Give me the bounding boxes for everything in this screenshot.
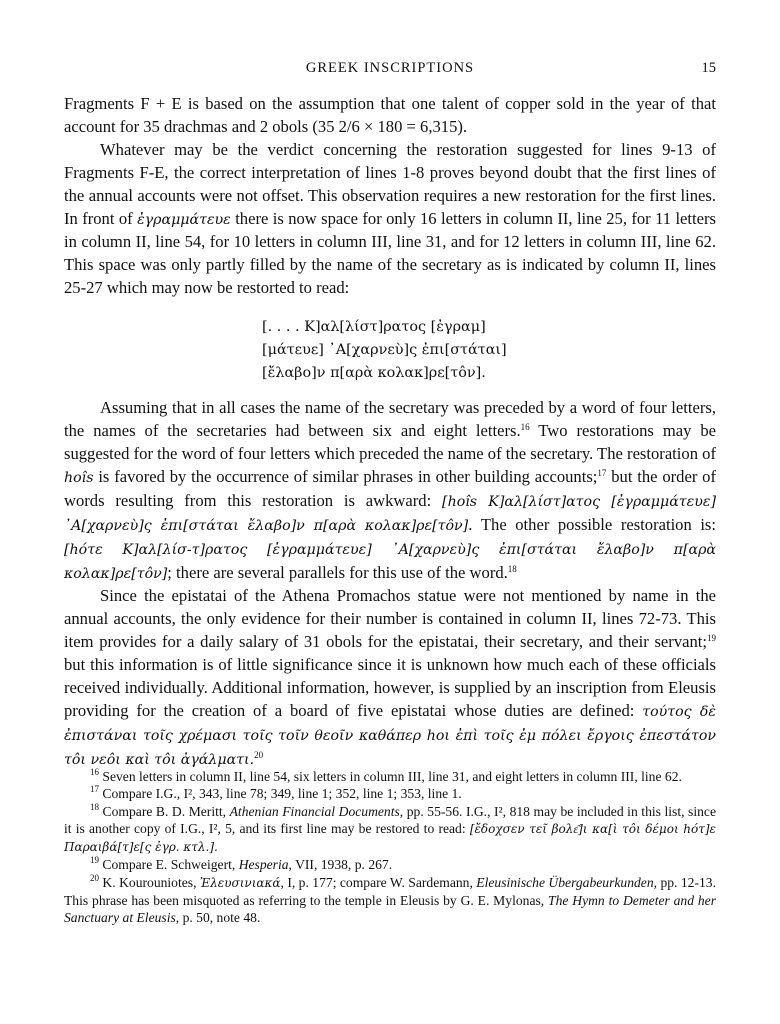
book-title: The Hymn to Demeter and her Sanctuary at Eleusis bbox=[64, 893, 717, 926]
paragraph-2 bbox=[64, 139, 716, 300]
greek-title: Ἐλευσινιακά bbox=[199, 875, 281, 890]
running-head bbox=[64, 60, 716, 80]
paragraph-2-text-b: there is now space for only 16 letters in column II, line 25, for 11 letters in column II, line 54, for 10 letters in column III, line 31, and for 12 letters in column III, line 62. This space was only partly filled by the name of the secretary as is indicated by column II, lines 25-27 which may now be restorted to read: bbox=[64, 208, 716, 298]
paragraph-3-text-d: but the order of words resulting from this restoration is awkward: bbox=[64, 466, 717, 510]
paragraph-4-text-a: Since the epistatai of the Athena Promachos statue were not mentioned by name in the annual accounts, the only evidence for their number is contained in column II, lines 72-73. This item provides for a daily salary of 31 obols for the epistatai, their secretary, and their servant; bbox=[64, 586, 716, 652]
main-text bbox=[64, 93, 716, 772]
footnote-number: 20 bbox=[90, 872, 99, 883]
greek-word: ἐγραμμάτευε bbox=[137, 211, 231, 228]
running-title: GREEK INSCRIPTIONS bbox=[305, 60, 475, 76]
paragraph-3-text-c: is favored by the occurrence of similar phrases in other building accounts; bbox=[93, 466, 598, 486]
footnote-number: 16 bbox=[90, 767, 99, 777]
footnote-number: 17 bbox=[90, 784, 99, 795]
paragraph-3-text-f: ; there are several parallels for this use of the word. bbox=[167, 562, 508, 582]
footnote-number: 18 bbox=[90, 801, 99, 812]
footnote-text: Compare I.G., I², 343, line 78; 349, line 1; 352, line 1; 353, line 1. bbox=[99, 786, 462, 802]
footnote-20 bbox=[64, 874, 716, 927]
footnote-ref-19: 19 bbox=[707, 633, 716, 644]
footnote-17 bbox=[64, 785, 716, 802]
greek-restoration-1: [hoîs Κ]αλ[λίστ]ατος [ἐγραμμάτευε] ᾿Α[χαρνεὺ]ς ἐπι[στάται ἔλαβο]ν π[αρὰ κολακ]ρε[τôν] bbox=[64, 493, 717, 534]
footnote-ref-20: 20 bbox=[254, 749, 264, 760]
footnote-text: , p. 50, note 48. bbox=[175, 910, 261, 926]
footnotes bbox=[64, 768, 716, 927]
book-title: Eleusinische Übergabeurkunden bbox=[476, 874, 654, 890]
footnote-text: , pp. 55-56. bbox=[399, 803, 466, 819]
footnote-text: Seven letters in column II, line 54, six letters in column III, line 31, and eight letters in column III, line 62. bbox=[99, 769, 682, 784]
paragraph-3 bbox=[64, 397, 716, 585]
footnote-text: , I, p. 177; compare W. Sardemann, bbox=[280, 874, 477, 890]
page-number: 15 bbox=[701, 60, 716, 76]
journal-title: Hesperia bbox=[238, 857, 289, 873]
paragraph-2-text-a: Whatever may be the verdict concerning the restoration suggested for lines 9-13 of Fragments F-E, the correct interpretation of lines 1-8 proves beyond doubt that the first lines of the annual accounts were not offset. This observation requires a new restoration for the first lines. In front of bbox=[64, 139, 716, 228]
footnote-text: Compare E. Schweigert, bbox=[99, 857, 239, 873]
footnote-ref-18: 18 bbox=[507, 563, 517, 574]
restored-text-quote bbox=[262, 316, 716, 385]
footnote-text: Compare B. D. Meritt, bbox=[99, 803, 230, 819]
paragraph-4-text-b: but this information is of little significance since it is unknown how much each of these officials received individually. Additional information, however, is supplied by an inscription from Eleusis providing for the creation of a board of five epistatai whose duties are defined: bbox=[64, 655, 716, 720]
footnote-ref-17: 17 bbox=[597, 467, 607, 478]
paragraph-4 bbox=[64, 585, 716, 771]
footnote-text: I.G., I², 818 may be included in this list, since it is another copy of I.G., I², 5, and its first line may be restored to read: bbox=[64, 803, 716, 836]
quote-line: [. . . . Κ]αλ[λίστ]ρατος [ἐγραμ] bbox=[262, 319, 486, 336]
footnote-number: 19 bbox=[90, 855, 99, 866]
quote-line: [ἔλαβο]ν π[αρὰ κολακ]ρε[τôν]. bbox=[262, 365, 486, 382]
footnote-text: , pp. 12-13. This phrase has been misquoted as referring to the temple in Eleusis by G. E. Mylonas, bbox=[64, 874, 716, 909]
paragraph-3-text-e: . The other possible restoration is: bbox=[468, 514, 716, 534]
footnote-16 bbox=[64, 768, 716, 785]
paragraph-3-text-b: Two restorations may be suggested for the word of four letters which preceded the name of the secretary. The restoration of bbox=[64, 421, 716, 463]
paragraph-3-text-a: Assuming that in all cases the name of the secretary was preceded by a word of four letters, the names of the secretaries had between six and eight letters. bbox=[64, 398, 716, 441]
greek-word: hoîs bbox=[64, 469, 94, 486]
footnote-text: K. Kourouniotes, bbox=[99, 874, 200, 890]
footnote-19 bbox=[64, 856, 716, 873]
greek-restoration-2: [hότε Κ]αλ[λίσ-τ]ρατος [ἐγραμμάτευε] ᾿Α[χαρνεὺ]ς ἐπι[στάται ἔλαβο]ν π[αρὰ κολακ]ρε[τôν] bbox=[64, 541, 716, 582]
greek-quotation: τούτος δὲ ἐπιστάναι τοῖς χρέμασι τοῖς τοῖν θεοῖν καθάπερ hοι ἐπὶ τοῖς ἐμ πόλει ἔργοις ἐπεστάτον τôι νεôι καὶ τôι ἀγάλματι. bbox=[64, 703, 716, 768]
paragraph-1: Fragments F + E is based on the assumption that one talent of copper sold in the year of that account for 35 drachmas and 2 obols (35 2/6 × 180 = 6,315). bbox=[64, 94, 716, 136]
footnote-18 bbox=[64, 803, 716, 857]
footnote-ref-16: 16 bbox=[520, 422, 530, 433]
book-title: Athenian Financial Documents bbox=[229, 803, 400, 819]
quote-line: [μάτευε] ᾿Α[χαρνεὺ]ς ἐπι[στάται] bbox=[262, 342, 507, 359]
greek-restoration: [ἔδοχσεν τεῖ βολε͂]ι κα[ὶ τôι δέμοι hότ]ε Παραιβά[τ]ε[ς ἐγρ. κτλ.]. bbox=[64, 821, 716, 855]
footnote-text: , VII, 1938, p. 267. bbox=[288, 857, 393, 873]
